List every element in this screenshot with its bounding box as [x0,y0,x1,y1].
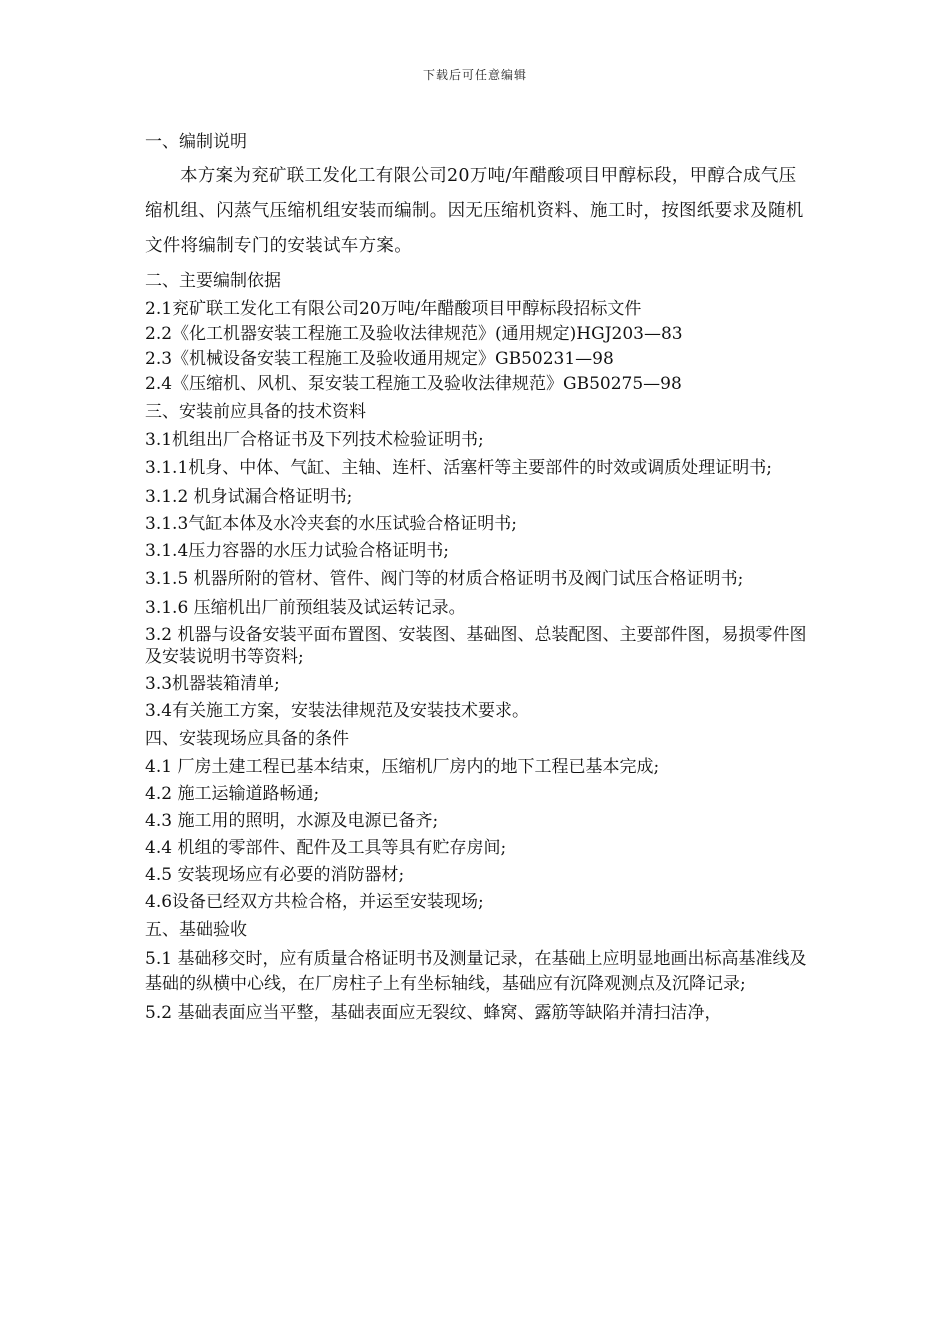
list-item: 2.2《化工机器安装工程施工及验收法律规范》(通用规定)HGJ203—83 [145,324,683,344]
list-item: 4.4 机组的零部件、配件及工具等具有贮存房间; [145,838,507,858]
list-item: 5.1 基础移交时，应有质量合格证明书及测量记录，在基础上应明显地画出标高基准线及基础的纵横中心线，在厂房柱子上有坐标轴线，基础应有沉降观测点及沉降记录; [145,949,807,994]
document-body [145,125,807,1029]
list-item: 3.3机器装箱清单; [145,674,280,694]
section-heading-1: 一、编制说明 [145,132,247,152]
list-item: 3.1.1机身、中体、气缸、主轴、连杆、活塞杆等主要部件的时效或调质处理证明书; [145,458,772,478]
header-note: 下载后可任意编辑 [422,68,527,82]
section-heading-3: 三、安装前应具备的技术资料 [145,402,366,422]
list-item: 2.4《压缩机、风机、泵安装工程施工及验收法律规范》GB50275—98 [145,374,682,394]
list-item: 4.2 施工运输道路畅通; [145,784,320,804]
list-item: 4.1 厂房土建工程已基本结束，压缩机厂房内的地下工程已基本完成; [145,757,660,777]
list-item: 2.3《机械设备安装工程施工及验收通用规定》GB50231—98 [145,349,614,369]
list-item: 4.5 安装现场应有必要的消防器材; [145,865,405,885]
section-heading-2: 二、主要编制依据 [145,271,281,291]
list-item: 3.1机组出厂合格证书及下列技术检验证明书; [145,430,484,450]
list-item: 4.3 施工用的照明，水源及电源已备齐; [145,811,439,831]
section-heading-4: 四、安装现场应具备的条件 [145,729,349,749]
list-item: 3.1.3气缸本体及水冷夹套的水压试验合格证明书; [145,514,517,534]
list-item: 2.1兖矿联工发化工有限公司20万吨/年醋酸项目甲醇标段招标文件 [145,299,642,319]
list-item: 3.1.5 机器所附的管材、管件、阀门等的材质合格证明书及阀门试压合格证明书; [145,569,744,589]
intro-paragraph: 本方案为兖矿联工发化工有限公司20万吨/年醋酸项目甲醇标段，甲醇合成气压缩机组、闪蒸气压缩机组安装而编制。因无压缩机资料、施工时，按图纸要求及随机文件将编制专门的安装试车方案。 [145,166,804,256]
list-item: 3.1.6 压缩机出厂前预组装及试运转记录。 [145,598,466,618]
list-item: 4.6设备已经双方共检合格，并运至安装现场; [145,892,484,912]
list-item: 3.1.4压力容器的水压力试验合格证明书; [145,541,449,561]
list-item: 3.2 机器与设备安装平面布置图、安装图、基础图、总装配图、主要部件图，易损零件图及安装说明书等资料; [145,625,807,667]
list-item: 3.4有关施工方案，安装法律规范及安装技术要求。 [145,701,530,721]
section-heading-5: 五、基础验收 [145,920,247,940]
list-item: 3.1.2 机身试漏合格证明书; [145,487,353,507]
list-item: 5.2 基础表面应当平整，基础表面应无裂纹、蜂窝、露筋等缺陷并清扫洁净， [145,1003,722,1023]
